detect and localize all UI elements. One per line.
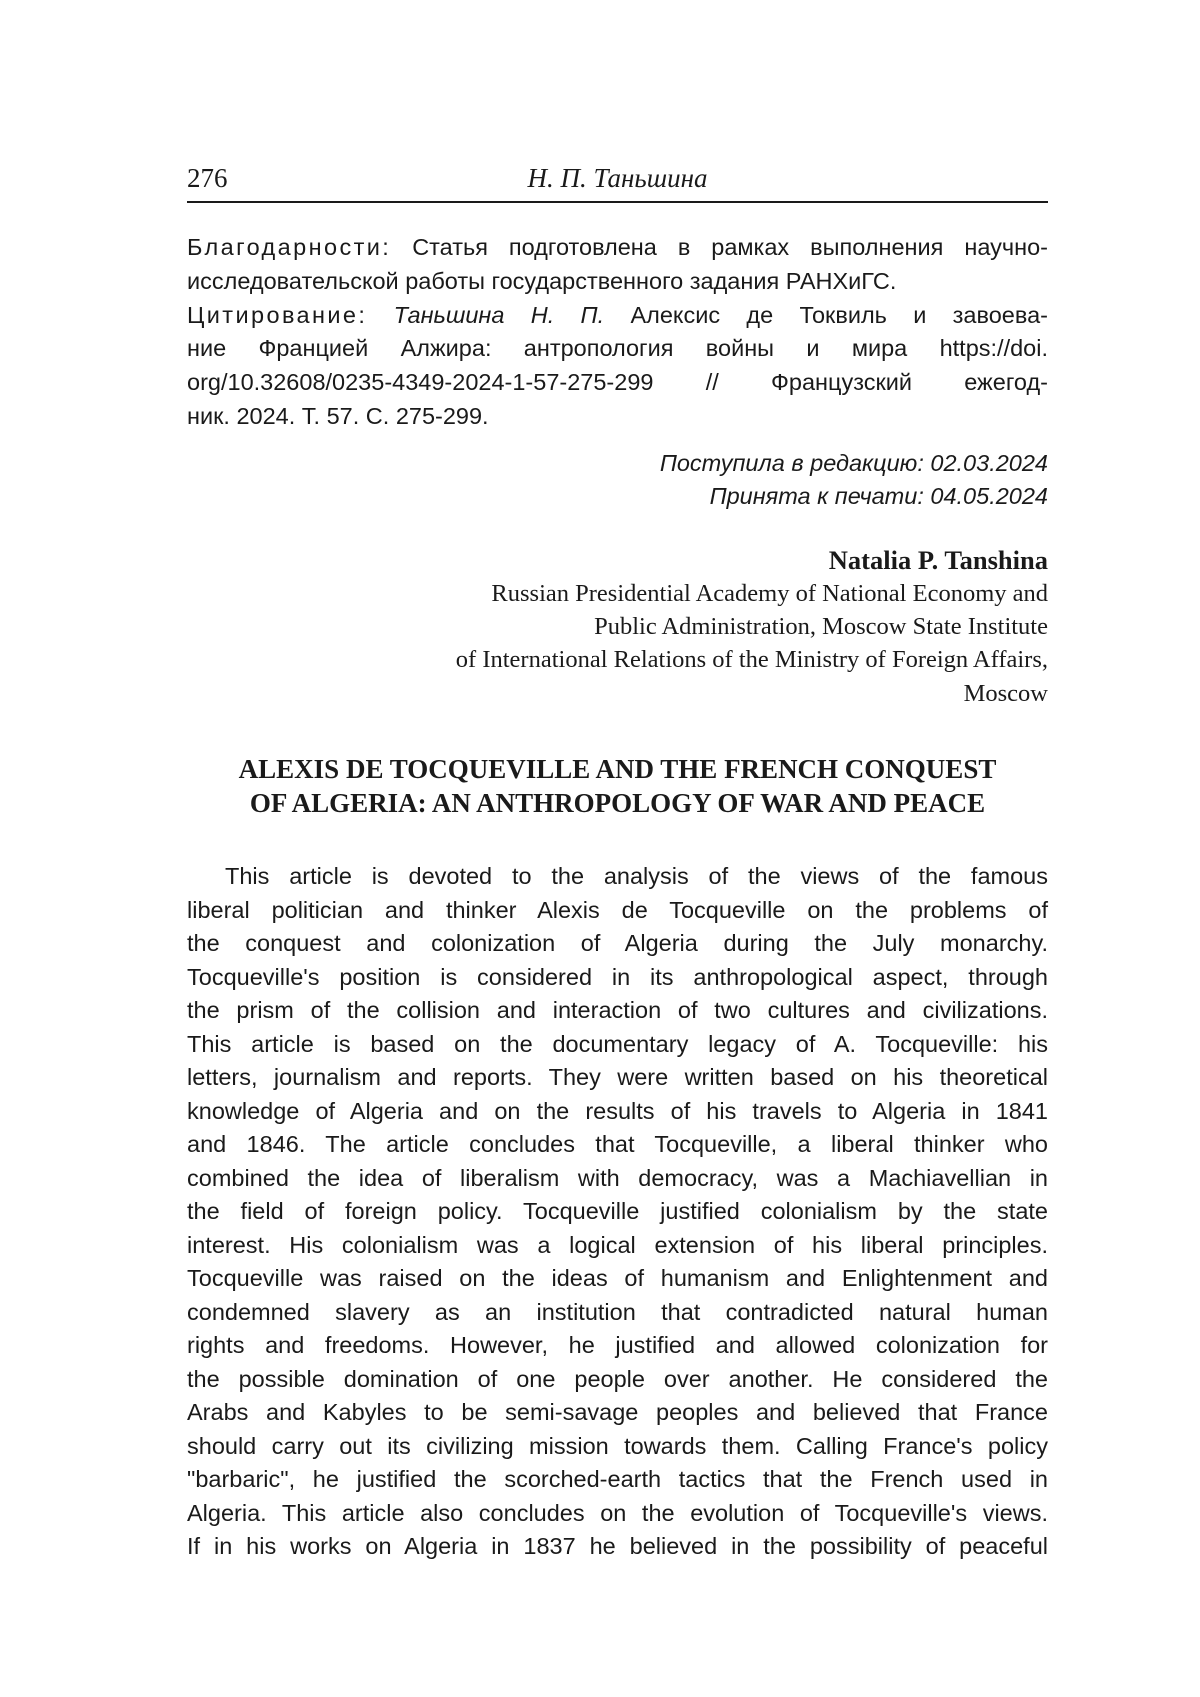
title-line: OF ALGERIA: AN ANTHROPOLOGY OF WAR AND PEACE	[249, 788, 986, 818]
acknowledgement-label: Благодарности:	[187, 234, 392, 260]
affiliation-line: Moscow	[963, 679, 1048, 707]
author-name: Natalia P. Tanshina	[828, 545, 1048, 575]
title-line: ALEXIS DE TOCQUEVILLE AND THE FRENCH CONQUEST	[238, 754, 997, 784]
abstract-line: the possible domination of one people over another. He considered the	[187, 1365, 1048, 1392]
acknowledgement-text: Статья подготовлена в рамках выполнения научно-	[412, 234, 1048, 260]
acknowledgement-line: исследовательской работы государственного задания РАНХиГС.	[187, 267, 897, 294]
running-title: Н. П. Таньшина	[527, 163, 708, 193]
received-date: Поступила в редакцию: 02.03.2024	[659, 450, 1048, 476]
abstract-line: liberal politician and thinker Alexis de Tocqueville on the problems of	[187, 896, 1048, 923]
citation-author: Таньшина Н. П.	[393, 301, 605, 328]
abstract-line: the conquest and colonization of Algeria during the July monarchy.	[187, 930, 1048, 956]
affiliation-line: of International Relations of the Ministry of Foreign Affairs,	[455, 646, 1048, 674]
citation-text: Алексис де Токвиль и завоева-	[630, 301, 1048, 328]
abstract-line: "barbaric", he justified the scorched-earth tactics that the French used in	[187, 1466, 1048, 1492]
abstract-line: This article is devoted to the analysis of the views of the famous	[225, 863, 1048, 889]
author-block	[187, 543, 1048, 710]
front-matter	[187, 231, 1048, 434]
abstract-line: condemned slavery as an institution that contradicted natural human	[187, 1298, 1048, 1325]
abstract-line: combined the idea of liberalism with democracy, was a Machiavellian in	[187, 1164, 1048, 1191]
abstract	[187, 860, 1048, 1564]
abstract-line: This article is based on the documentary legacy of A. Tocqueville: his	[187, 1030, 1048, 1057]
acknowledgement-line	[187, 231, 1048, 265]
abstract-line: should carry out its civilizing mission towards them. Calling France's policy	[187, 1432, 1048, 1459]
running-header	[187, 163, 1048, 203]
abstract-line: Arabs and Kabyles to be semi-savage peoples and believed that France	[187, 1399, 1048, 1425]
affiliation-line: Public Administration, Moscow State Institute	[594, 613, 1048, 641]
abstract-line: letters, journalism and reports. They were written based on his theoretical	[187, 1064, 1048, 1090]
affiliation-line: Russian Presidential Academy of National Economy and	[491, 580, 1048, 607]
abstract-line: Tocqueville's position is considered in its anthropological aspect, through	[187, 963, 1048, 990]
accepted-date: Принята к печати: 04.05.2024	[709, 483, 1048, 509]
abstract-line: rights and freedoms. However, he justified and allowed colonization for	[187, 1332, 1048, 1358]
abstract-line: and 1846. The article concludes that Tocqueville, a liberal thinker who	[187, 1131, 1048, 1157]
citation-label: Цитирование:	[187, 301, 368, 328]
submission-dates	[187, 447, 1048, 513]
abstract-line: Algeria. This article also concludes on the evolution of Tocqueville's views.	[187, 1499, 1048, 1526]
page-number: 276	[187, 163, 228, 193]
abstract-line: interest. His colonialism was a logical extension of his liberal principles.	[187, 1231, 1048, 1258]
citation-line	[187, 299, 1048, 333]
abstract-line: If in his works on Algeria in 1837 he believed in the possibility of peaceful	[187, 1533, 1048, 1559]
abstract-line: the prism of the collision and interaction of two cultures and civilizations.	[187, 997, 1048, 1023]
abstract-line: the field of foreign policy. Tocqueville justified colonialism by the state	[187, 1198, 1048, 1224]
abstract-line: Tocqueville was raised on the ideas of humanism and Enlightenment and	[187, 1265, 1048, 1291]
citation-line: org/10.32608/0235-4349-2024-1-57-275-299 // Французский ежегод-	[187, 369, 1048, 396]
citation-line: ник. 2024. Т. 57. С. 275-299.	[187, 402, 489, 429]
citation-line: ние Францией Алжира: антропология войны и мира https://doi.	[187, 335, 1048, 362]
abstract-line: knowledge of Algeria and on the results of his travels to Algeria in 1841	[187, 1097, 1048, 1124]
article-title	[187, 752, 1048, 820]
header-rule	[187, 201, 1048, 203]
